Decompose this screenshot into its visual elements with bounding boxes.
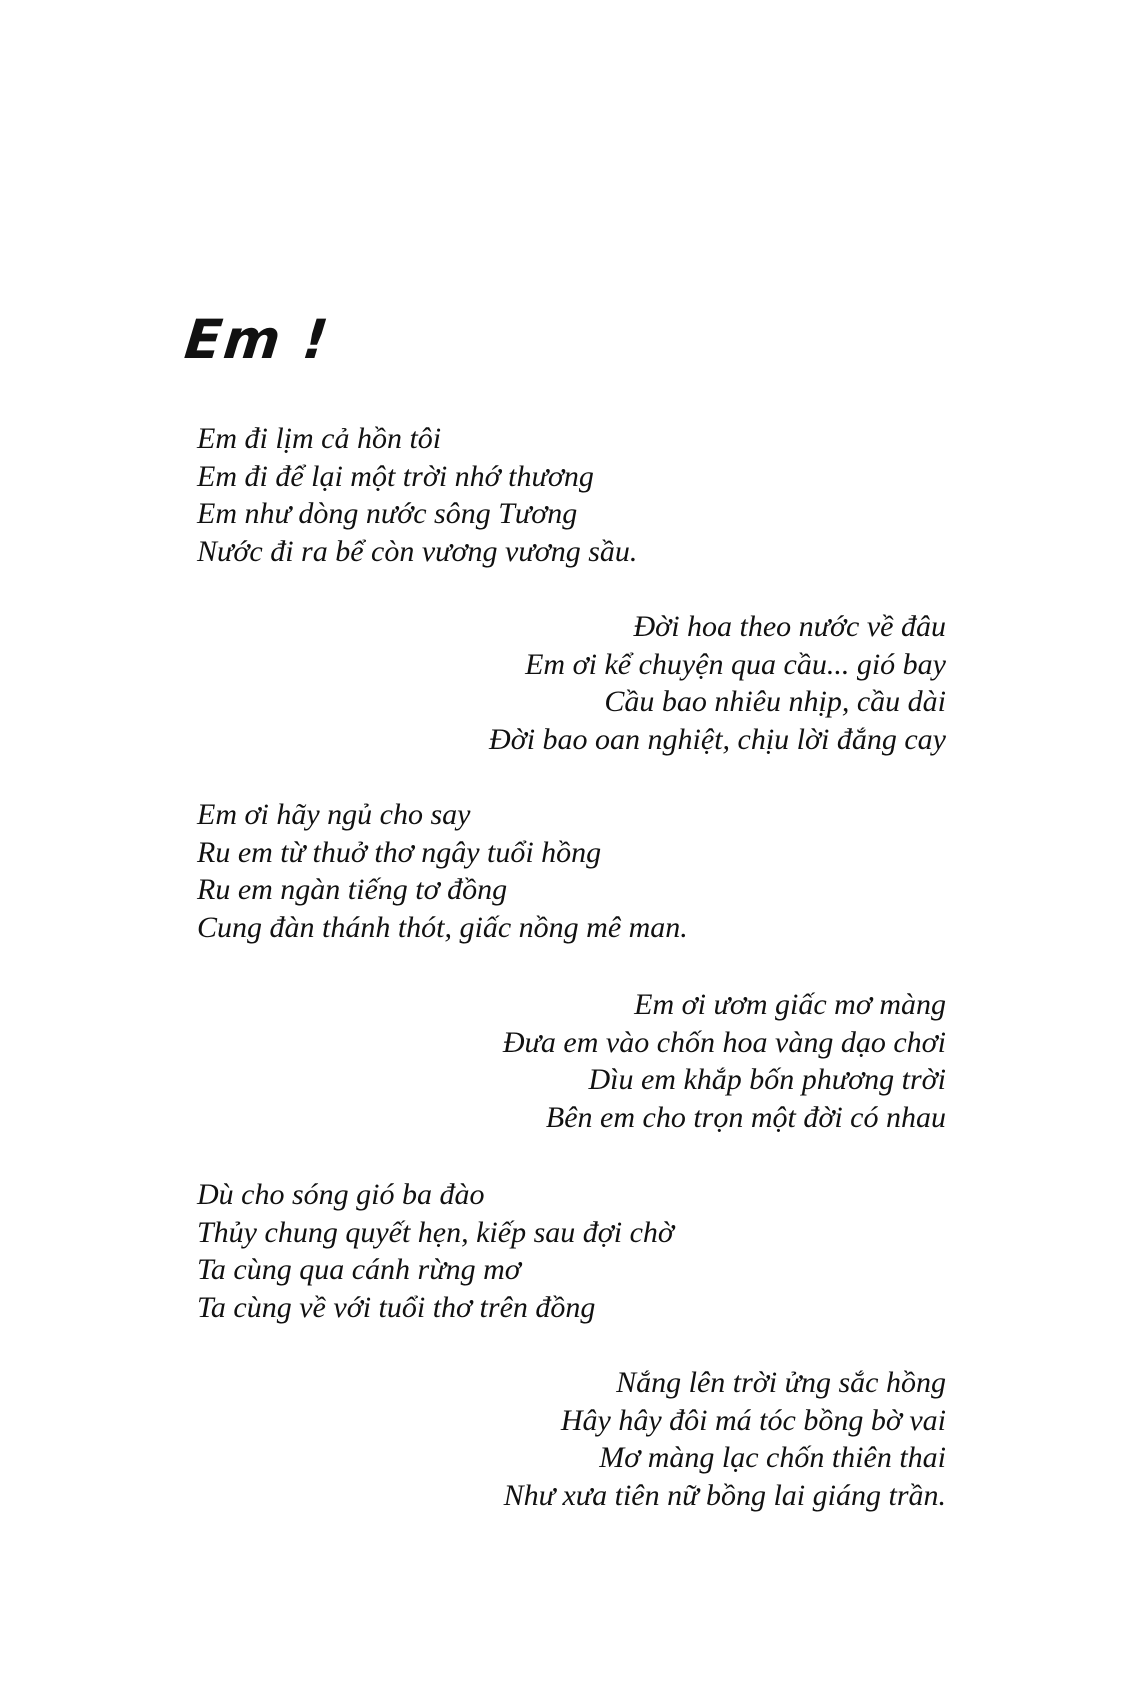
verse-line: Cầu bao nhiêu nhịp, cầu dài <box>604 685 946 718</box>
verse-line: Đời bao oan nghiệt, chịu lời đắng cay <box>489 722 946 756</box>
verse-line: Ta cùng về với tuổi thơ trên đồng <box>197 1290 596 1324</box>
verse-line: Em ơi hãy ngủ cho say <box>197 798 471 831</box>
verse-line: Nắng lên trời ửng sắc hồng <box>616 1366 946 1399</box>
verse-line: Em đi lịm cả hồn tôi <box>197 422 442 455</box>
verse-line: Bên em cho trọn một đời có nhau <box>545 1100 946 1134</box>
verse-line: Em như dòng nước sông Tương <box>197 497 578 530</box>
verse-line: Ru em từ thuở thơ ngây tuổi hồng <box>197 835 602 869</box>
verse-line: Ta cùng qua cánh rừng mơ <box>197 1253 521 1286</box>
verse-line: Đời hoa theo nước về đâu <box>633 610 946 643</box>
verse-line: Nước đi ra bể còn vương vương sầu. <box>197 534 638 568</box>
verse-line: Em ơi kể chuyện qua cầu... gió bay <box>525 647 946 681</box>
verse-line: Dù cho sóng gió ba đào <box>197 1178 485 1211</box>
verse-line: Hây hây đôi má tóc bồng bờ vai <box>560 1403 946 1437</box>
stanza-2 <box>489 608 946 758</box>
verse-line: Em đi để lại một trời nhớ thương <box>197 459 594 493</box>
verse-line: Thủy chung quyết hẹn, kiếp sau đợi chờ <box>197 1215 674 1249</box>
stanza-6 <box>504 1364 946 1514</box>
stanza-4 <box>503 986 946 1136</box>
verse-line: Dìu em khắp bốn phương trời <box>588 1063 946 1096</box>
verse-line: Đưa em vào chốn hoa vàng dạo chơi <box>502 1025 946 1059</box>
stanza-3 <box>197 796 688 946</box>
stanza-5 <box>197 1176 674 1326</box>
poem-title: Em ! <box>181 308 333 371</box>
verse-line: Cung đàn thánh thót, giấc nồng mê man. <box>197 910 688 944</box>
verse-line: Như xưa tiên nữ bồng lai giáng trần. <box>503 1478 946 1512</box>
stanza-1 <box>197 420 637 570</box>
verse-line: Ru em ngàn tiếng tơ đồng <box>197 873 508 906</box>
verse-line: Mơ màng lạc chốn thiên thai <box>599 1441 946 1474</box>
verse-line: Em ơi ươm giấc mơ màng <box>634 988 946 1021</box>
